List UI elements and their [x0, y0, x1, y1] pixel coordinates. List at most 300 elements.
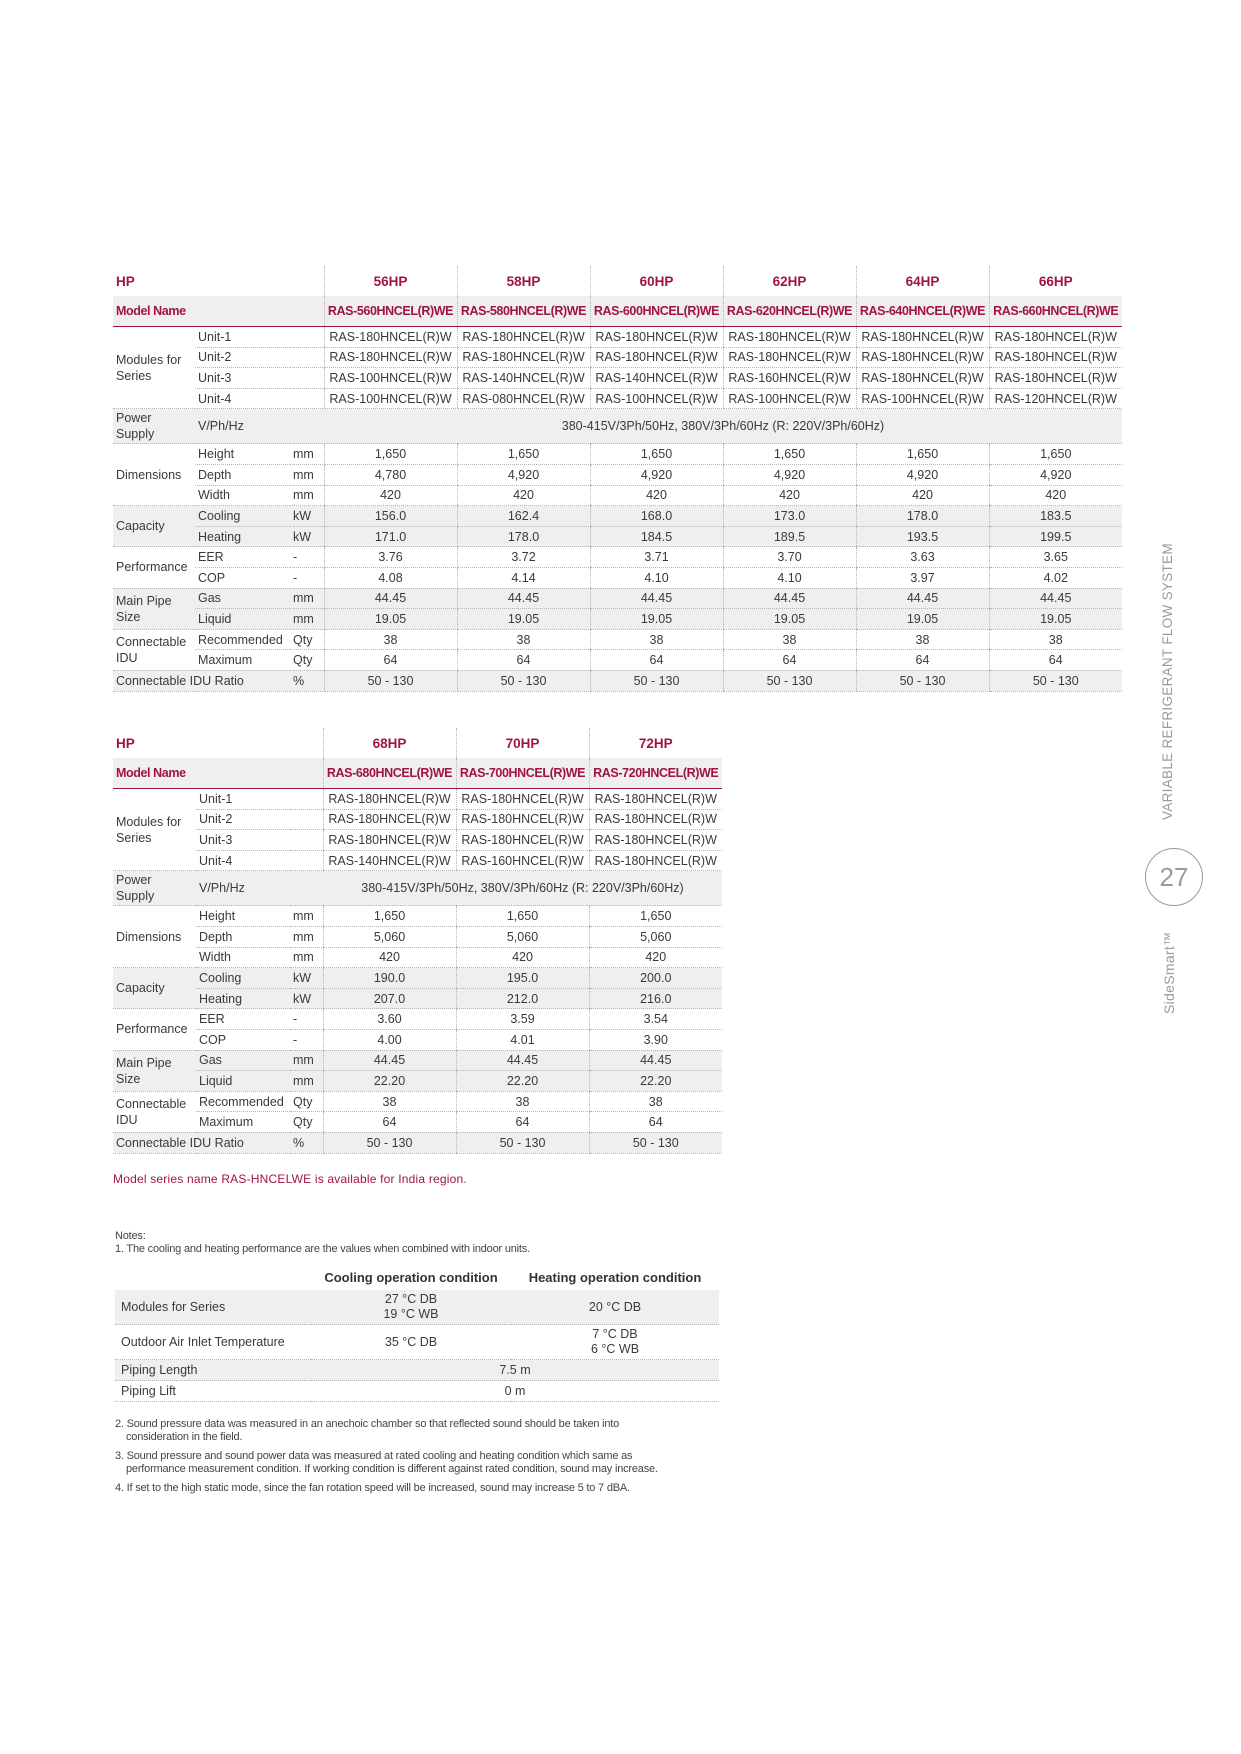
notes-title: Notes:: [115, 1230, 146, 1242]
heating-value: 212.0: [456, 988, 589, 1009]
heating-value: 199.5: [989, 526, 1122, 547]
heating-value: 178.0: [457, 526, 590, 547]
height-value: 1,650: [323, 906, 456, 927]
spec-table-1: [113, 266, 1122, 692]
unit-model: RAS-160HNCEL(R)W: [723, 368, 856, 389]
width-row: [113, 485, 1122, 506]
power-supply-row: [113, 409, 1122, 444]
width-value: 420: [589, 947, 722, 968]
heating-condition-header: Heating operation condition: [528, 1269, 702, 1285]
heating-wb: 6 °C WB: [590, 1342, 640, 1356]
unit-model: RAS-100HNCEL(R)W: [856, 388, 989, 409]
cooling-condition-value: 35 °C DB: [311, 1325, 511, 1360]
width-value: 420: [456, 947, 589, 968]
eer-row: [113, 547, 1122, 568]
maximum-label: Maximum: [196, 1112, 290, 1133]
model-name-label: Model Name: [113, 758, 323, 789]
model-name: RAS-660HNCEL(R)WE: [989, 296, 1122, 327]
unit-model: RAS-160HNCEL(R)W: [456, 850, 589, 871]
power-supply-value: 380-415V/3Ph/50Hz, 380V/3Ph/60Hz (R: 220V/3Ph/60Hz): [323, 871, 722, 906]
unit-model: RAS-100HNCEL(R)W: [590, 388, 723, 409]
unit-1-row: [113, 789, 722, 810]
ratio-value: 50 - 130: [456, 1132, 589, 1153]
system-title: VARIABLE REFRIGERANT FLOW SYSTEM: [1160, 543, 1175, 820]
gas-value: 44.45: [456, 1050, 589, 1071]
unit-model: RAS-180HNCEL(R)W: [324, 347, 457, 368]
unit-model: RAS-180HNCEL(R)W: [323, 830, 456, 851]
recommended-value: 38: [989, 629, 1122, 650]
gas-value: 44.45: [590, 588, 723, 609]
ratio-value: 50 - 130: [989, 670, 1122, 691]
width-value: 420: [324, 485, 457, 506]
unit-label: Unit-2: [195, 347, 324, 368]
unit-model: RAS-180HNCEL(R)W: [456, 809, 589, 830]
unit-mm: mm: [290, 926, 323, 947]
condition-row-piping-lift: [115, 1381, 719, 1402]
liquid-row: [113, 609, 1122, 630]
unit-label: Unit-3: [196, 830, 323, 851]
unit-model: RAS-180HNCEL(R)W: [590, 347, 723, 368]
eer-value: 3.59: [456, 1009, 589, 1030]
hp-value: 62HP: [723, 266, 856, 296]
unit-percent: %: [290, 1132, 323, 1153]
heating-row: [113, 988, 722, 1009]
brand-name: SideSmart™: [1161, 931, 1177, 1014]
performance-label: Performance: [113, 1009, 196, 1050]
condition-row-modules: [115, 1290, 719, 1325]
hp-value: 66HP: [989, 266, 1122, 296]
unit-model: RAS-140HNCEL(R)W: [457, 368, 590, 389]
width-value: 420: [989, 485, 1122, 506]
depth-row: [113, 464, 1122, 485]
cop-value: 3.97: [856, 567, 989, 588]
heating-value: 184.5: [590, 526, 723, 547]
unit-kw: kW: [290, 988, 323, 1009]
height-label: Height: [195, 444, 290, 465]
gas-value: 44.45: [723, 588, 856, 609]
liquid-value: 22.20: [323, 1071, 456, 1092]
model-name: RAS-640HNCEL(R)WE: [856, 296, 989, 327]
hp-value: 56HP: [324, 266, 457, 296]
cooling-value: 168.0: [590, 506, 723, 527]
model-name-row: [113, 758, 722, 789]
liquid-value: 19.05: [989, 609, 1122, 630]
cop-value: 4.10: [723, 567, 856, 588]
note-3: [115, 1450, 658, 1476]
eer-value: 3.65: [989, 547, 1122, 568]
unit-mm: mm: [290, 906, 323, 927]
gas-label: Gas: [195, 588, 290, 609]
main-pipe-size-label: Main Pipe Size: [113, 588, 195, 629]
idu-ratio-label: Connectable IDU Ratio: [113, 670, 290, 691]
unit-model: RAS-180HNCEL(R)W: [590, 327, 723, 348]
cooling-value: 200.0: [589, 968, 722, 989]
gas-value: 44.45: [323, 1050, 456, 1071]
eer-value: 3.72: [457, 547, 590, 568]
unit-mm: mm: [290, 485, 324, 506]
model-name: RAS-580HNCEL(R)WE: [457, 296, 590, 327]
cop-row: [113, 567, 1122, 588]
heating-label: Heating: [195, 526, 290, 547]
unit-qty: Qty: [290, 1091, 323, 1112]
width-value: 420: [856, 485, 989, 506]
hp-label: HP: [116, 273, 135, 289]
maximum-value: 64: [856, 650, 989, 671]
unit-3-row: [113, 368, 1122, 389]
gas-value: 44.45: [589, 1050, 722, 1071]
spec-table-2: [113, 728, 722, 1154]
dimensions-label: Dimensions: [113, 906, 196, 968]
height-label: Height: [196, 906, 290, 927]
maximum-value: 64: [456, 1112, 589, 1133]
condition-row-outdoor: [115, 1325, 719, 1360]
recommended-label: Recommended: [195, 629, 290, 650]
heating-condition-value: [511, 1325, 719, 1360]
cooling-value: 190.0: [323, 968, 456, 989]
height-row: [113, 906, 722, 927]
depth-value: 4,920: [723, 464, 856, 485]
page-number: 27: [1145, 848, 1203, 906]
ratio-value: 50 - 130: [323, 1132, 456, 1153]
cop-value: 4.08: [324, 567, 457, 588]
height-row: [113, 444, 1122, 465]
cop-label: COP: [196, 1029, 290, 1050]
note-2: [115, 1418, 619, 1444]
height-value: 1,650: [324, 444, 457, 465]
recommended-row: [113, 1091, 722, 1112]
eer-value: 3.54: [589, 1009, 722, 1030]
unit-4-row: [113, 850, 722, 871]
cop-value: 4.00: [323, 1029, 456, 1050]
note-1: 1. The cooling and heating performance are the values when combined with indoor units.: [115, 1243, 530, 1255]
cop-label: COP: [195, 567, 290, 588]
width-value: 420: [457, 485, 590, 506]
connectable-idu-label: Connectable IDU: [113, 629, 195, 670]
operation-condition-table: [115, 1264, 719, 1402]
notes-block: [115, 1230, 530, 1256]
unit-model: RAS-180HNCEL(R)W: [589, 789, 722, 810]
vphhz-label: V/Ph/Hz: [195, 409, 324, 444]
recommended-value: 38: [589, 1091, 722, 1112]
hp-label: HP: [116, 735, 135, 751]
height-value: 1,650: [457, 444, 590, 465]
condition-label: Outdoor Air Inlet Temperature: [115, 1325, 311, 1360]
liquid-value: 19.05: [856, 609, 989, 630]
model-name: RAS-700HNCEL(R)WE: [456, 758, 589, 789]
maximum-value: 64: [589, 1112, 722, 1133]
maximum-value: 64: [989, 650, 1122, 671]
recommended-value: 38: [723, 629, 856, 650]
modules-for-series-label: Modules for Series: [113, 789, 196, 871]
maximum-label: Maximum: [195, 650, 290, 671]
model-name: RAS-620HNCEL(R)WE: [723, 296, 856, 327]
depth-value: 4,780: [324, 464, 457, 485]
recommended-value: 38: [457, 629, 590, 650]
model-name: RAS-600HNCEL(R)WE: [590, 296, 723, 327]
unit-2-row: [113, 347, 1122, 368]
hp-value: 60HP: [590, 266, 723, 296]
hp-value: 70HP: [456, 728, 589, 758]
height-value: 1,650: [856, 444, 989, 465]
unit-model: RAS-180HNCEL(R)W: [456, 830, 589, 851]
cooling-wb: 19 °C WB: [383, 1307, 439, 1321]
ratio-value: 50 - 130: [723, 670, 856, 691]
unit-2-row: [113, 809, 722, 830]
ratio-value: 50 - 130: [590, 670, 723, 691]
note-3-line-1: 3. Sound pressure and sound power data was measured at rated cooling and heating condition which same as: [115, 1450, 633, 1462]
cooling-db: 27 °C DB: [384, 1292, 438, 1306]
unit-mm: mm: [290, 588, 324, 609]
liquid-value: 22.20: [456, 1071, 589, 1092]
cop-value: 3.90: [589, 1029, 722, 1050]
cooling-label: Cooling: [195, 506, 290, 527]
cooling-label: Cooling: [196, 968, 290, 989]
unit-model: RAS-140HNCEL(R)W: [590, 368, 723, 389]
unit-qty: Qty: [290, 629, 324, 650]
unit-model: RAS-140HNCEL(R)W: [323, 850, 456, 871]
unit-model: RAS-100HNCEL(R)W: [324, 368, 457, 389]
unit-model: RAS-180HNCEL(R)W: [989, 327, 1122, 348]
power-supply-label: Power Supply: [113, 871, 196, 906]
modules-for-series-label: Modules for Series: [113, 327, 195, 409]
hp-value: 68HP: [323, 728, 456, 758]
unit-label: Unit-1: [196, 789, 323, 810]
height-value: 1,650: [723, 444, 856, 465]
liquid-value: 22.20: [589, 1071, 722, 1092]
gas-row: [113, 588, 1122, 609]
maximum-row: [113, 1112, 722, 1133]
model-name-row: [113, 296, 1122, 327]
model-name-label: Model Name: [113, 296, 324, 327]
width-label: Width: [196, 947, 290, 968]
unit-label: Unit-1: [195, 327, 324, 348]
eer-unit: -: [290, 1009, 323, 1030]
unit-model: RAS-180HNCEL(R)W: [324, 327, 457, 348]
unit-model: RAS-120HNCEL(R)W: [989, 388, 1122, 409]
idu-ratio-row: [113, 1132, 722, 1153]
idu-ratio-row: [113, 670, 1122, 691]
heating-row: [113, 526, 1122, 547]
vphhz-label: V/Ph/Hz: [196, 871, 323, 906]
liquid-label: Liquid: [195, 609, 290, 630]
liquid-value: 19.05: [723, 609, 856, 630]
eer-unit: -: [290, 547, 324, 568]
depth-value: 5,060: [589, 926, 722, 947]
heating-value: 171.0: [324, 526, 457, 547]
hp-row: [113, 266, 1122, 296]
depth-row: [113, 926, 722, 947]
unit-kw: kW: [290, 526, 324, 547]
ratio-value: 50 - 130: [324, 670, 457, 691]
unit-3-row: [113, 830, 722, 851]
condition-label: Piping Length: [115, 1360, 311, 1381]
recommended-value: 38: [590, 629, 723, 650]
unit-label: Unit-2: [196, 809, 323, 830]
unit-label: Unit-4: [195, 388, 324, 409]
unit-qty: Qty: [290, 650, 324, 671]
maximum-value: 64: [590, 650, 723, 671]
heating-value: 193.5: [856, 526, 989, 547]
condition-header-row: [115, 1264, 719, 1290]
unit-mm: mm: [290, 1071, 323, 1092]
heating-value: 207.0: [323, 988, 456, 1009]
main-pipe-size-label: Main Pipe Size: [113, 1050, 196, 1091]
width-value: 420: [723, 485, 856, 506]
height-value: 1,650: [989, 444, 1122, 465]
unit-model: RAS-180HNCEL(R)W: [989, 347, 1122, 368]
width-value: 420: [590, 485, 723, 506]
unit-model: RAS-180HNCEL(R)W: [723, 327, 856, 348]
ratio-value: 50 - 130: [457, 670, 590, 691]
model-name: RAS-680HNCEL(R)WE: [323, 758, 456, 789]
eer-label: EER: [195, 547, 290, 568]
heating-label: Heating: [196, 988, 290, 1009]
cooling-value: 156.0: [324, 506, 457, 527]
gas-value: 44.45: [324, 588, 457, 609]
unit-model: RAS-180HNCEL(R)W: [323, 789, 456, 810]
unit-model: RAS-080HNCEL(R)W: [457, 388, 590, 409]
cop-value: 4.01: [456, 1029, 589, 1050]
cooling-value: 183.5: [989, 506, 1122, 527]
idu-ratio-label: Connectable IDU Ratio: [113, 1132, 290, 1153]
cooling-row: [113, 968, 722, 989]
depth-value: 4,920: [856, 464, 989, 485]
condition-label: Piping Lift: [115, 1381, 311, 1402]
maximum-value: 64: [324, 650, 457, 671]
unit-label: Unit-3: [195, 368, 324, 389]
cop-row: [113, 1029, 722, 1050]
height-value: 1,650: [589, 906, 722, 927]
depth-value: 5,060: [323, 926, 456, 947]
piping-lift-value: 0 m: [311, 1381, 719, 1402]
unit-model: RAS-180HNCEL(R)W: [856, 327, 989, 348]
cooling-value: 178.0: [856, 506, 989, 527]
depth-value: 4,920: [590, 464, 723, 485]
eer-value: 3.60: [323, 1009, 456, 1030]
unit-1-row: [113, 327, 1122, 348]
heating-value: 189.5: [723, 526, 856, 547]
ratio-value: 50 - 130: [589, 1132, 722, 1153]
unit-kw: kW: [290, 968, 323, 989]
eer-label: EER: [196, 1009, 290, 1030]
depth-value: 4,920: [989, 464, 1122, 485]
unit-model: RAS-100HNCEL(R)W: [324, 388, 457, 409]
gas-label: Gas: [196, 1050, 290, 1071]
liquid-value: 19.05: [457, 609, 590, 630]
recommended-value: 38: [323, 1091, 456, 1112]
maximum-value: 64: [323, 1112, 456, 1133]
unit-model: RAS-180HNCEL(R)W: [589, 830, 722, 851]
power-supply-value: 380-415V/3Ph/50Hz, 380V/3Ph/60Hz (R: 220V/3Ph/60Hz): [324, 409, 1122, 444]
unit-mm: mm: [290, 609, 324, 630]
gas-value: 44.45: [457, 588, 590, 609]
unit-qty: Qty: [290, 1112, 323, 1133]
depth-label: Depth: [196, 926, 290, 947]
piping-length-value: 7.5 m: [311, 1360, 719, 1381]
maximum-value: 64: [457, 650, 590, 671]
liquid-value: 19.05: [324, 609, 457, 630]
maximum-value: 64: [723, 650, 856, 671]
note-3-line-2: performance measurement condition. If working condition is different against rated condition, sound may increase.: [126, 1463, 658, 1475]
connectable-idu-label: Connectable IDU: [113, 1091, 196, 1132]
model-name: RAS-560HNCEL(R)WE: [324, 296, 457, 327]
recommended-value: 38: [324, 629, 457, 650]
width-row: [113, 947, 722, 968]
dimensions-label: Dimensions: [113, 444, 195, 506]
heating-db: 7 °C DB: [592, 1327, 638, 1341]
cop-value: 4.02: [989, 567, 1122, 588]
capacity-label: Capacity: [113, 506, 195, 547]
unit-model: RAS-180HNCEL(R)W: [323, 809, 456, 830]
note-4: 4. If set to the high static mode, since the fan rotation speed will be increased, sound may increase 5 to 7 dBA.: [115, 1482, 630, 1494]
liquid-value: 19.05: [590, 609, 723, 630]
unit-model: RAS-180HNCEL(R)W: [856, 347, 989, 368]
unit-kw: kW: [290, 506, 324, 527]
unit-model: RAS-180HNCEL(R)W: [989, 368, 1122, 389]
power-supply-row: [113, 871, 722, 906]
recommended-label: Recommended: [196, 1091, 290, 1112]
hp-value: 58HP: [457, 266, 590, 296]
unit-model: RAS-180HNCEL(R)W: [589, 850, 722, 871]
cooling-condition-value: [311, 1290, 511, 1325]
model-name: RAS-720HNCEL(R)WE: [589, 758, 722, 789]
hp-value: 72HP: [589, 728, 722, 758]
ratio-value: 50 - 130: [856, 670, 989, 691]
depth-value: 5,060: [456, 926, 589, 947]
power-supply-label: Power Supply: [113, 409, 195, 444]
cooling-value: 173.0: [723, 506, 856, 527]
note-2-line-1: 2. Sound pressure data was measured in an anechoic chamber so that reflected sound should be taken into: [115, 1418, 620, 1430]
unit-mm: mm: [290, 464, 324, 485]
depth-label: Depth: [195, 464, 290, 485]
eer-value: 3.76: [324, 547, 457, 568]
unit-model: RAS-180HNCEL(R)W: [456, 789, 589, 810]
note-2-line-2: consideration in the field.: [126, 1431, 243, 1443]
cop-unit: -: [290, 567, 324, 588]
performance-label: Performance: [113, 547, 195, 588]
capacity-label: Capacity: [113, 968, 196, 1009]
recommended-value: 38: [456, 1091, 589, 1112]
unit-mm: mm: [290, 947, 323, 968]
unit-label: Unit-4: [196, 850, 323, 871]
gas-row: [113, 1050, 722, 1071]
unit-model: RAS-180HNCEL(R)W: [457, 327, 590, 348]
india-region-note: Model series name RAS-HNCELWE is available for India region.: [113, 1172, 467, 1186]
cop-value: 4.10: [590, 567, 723, 588]
cooling-row: [113, 506, 1122, 527]
heating-value: 216.0: [589, 988, 722, 1009]
eer-value: 3.71: [590, 547, 723, 568]
cop-value: 4.14: [457, 567, 590, 588]
unit-model: RAS-180HNCEL(R)W: [589, 809, 722, 830]
width-value: 420: [323, 947, 456, 968]
liquid-row: [113, 1071, 722, 1092]
cop-unit: -: [290, 1029, 323, 1050]
condition-label: Modules for Series: [115, 1290, 311, 1325]
gas-value: 44.45: [989, 588, 1122, 609]
unit-model: RAS-180HNCEL(R)W: [457, 347, 590, 368]
depth-value: 4,920: [457, 464, 590, 485]
gas-value: 44.45: [856, 588, 989, 609]
width-label: Width: [195, 485, 290, 506]
recommended-row: [113, 629, 1122, 650]
unit-model: RAS-180HNCEL(R)W: [723, 347, 856, 368]
eer-row: [113, 1009, 722, 1030]
hp-value: 64HP: [856, 266, 989, 296]
unit-mm: mm: [290, 444, 324, 465]
cooling-value: 162.4: [457, 506, 590, 527]
unit-mm: mm: [290, 1050, 323, 1071]
